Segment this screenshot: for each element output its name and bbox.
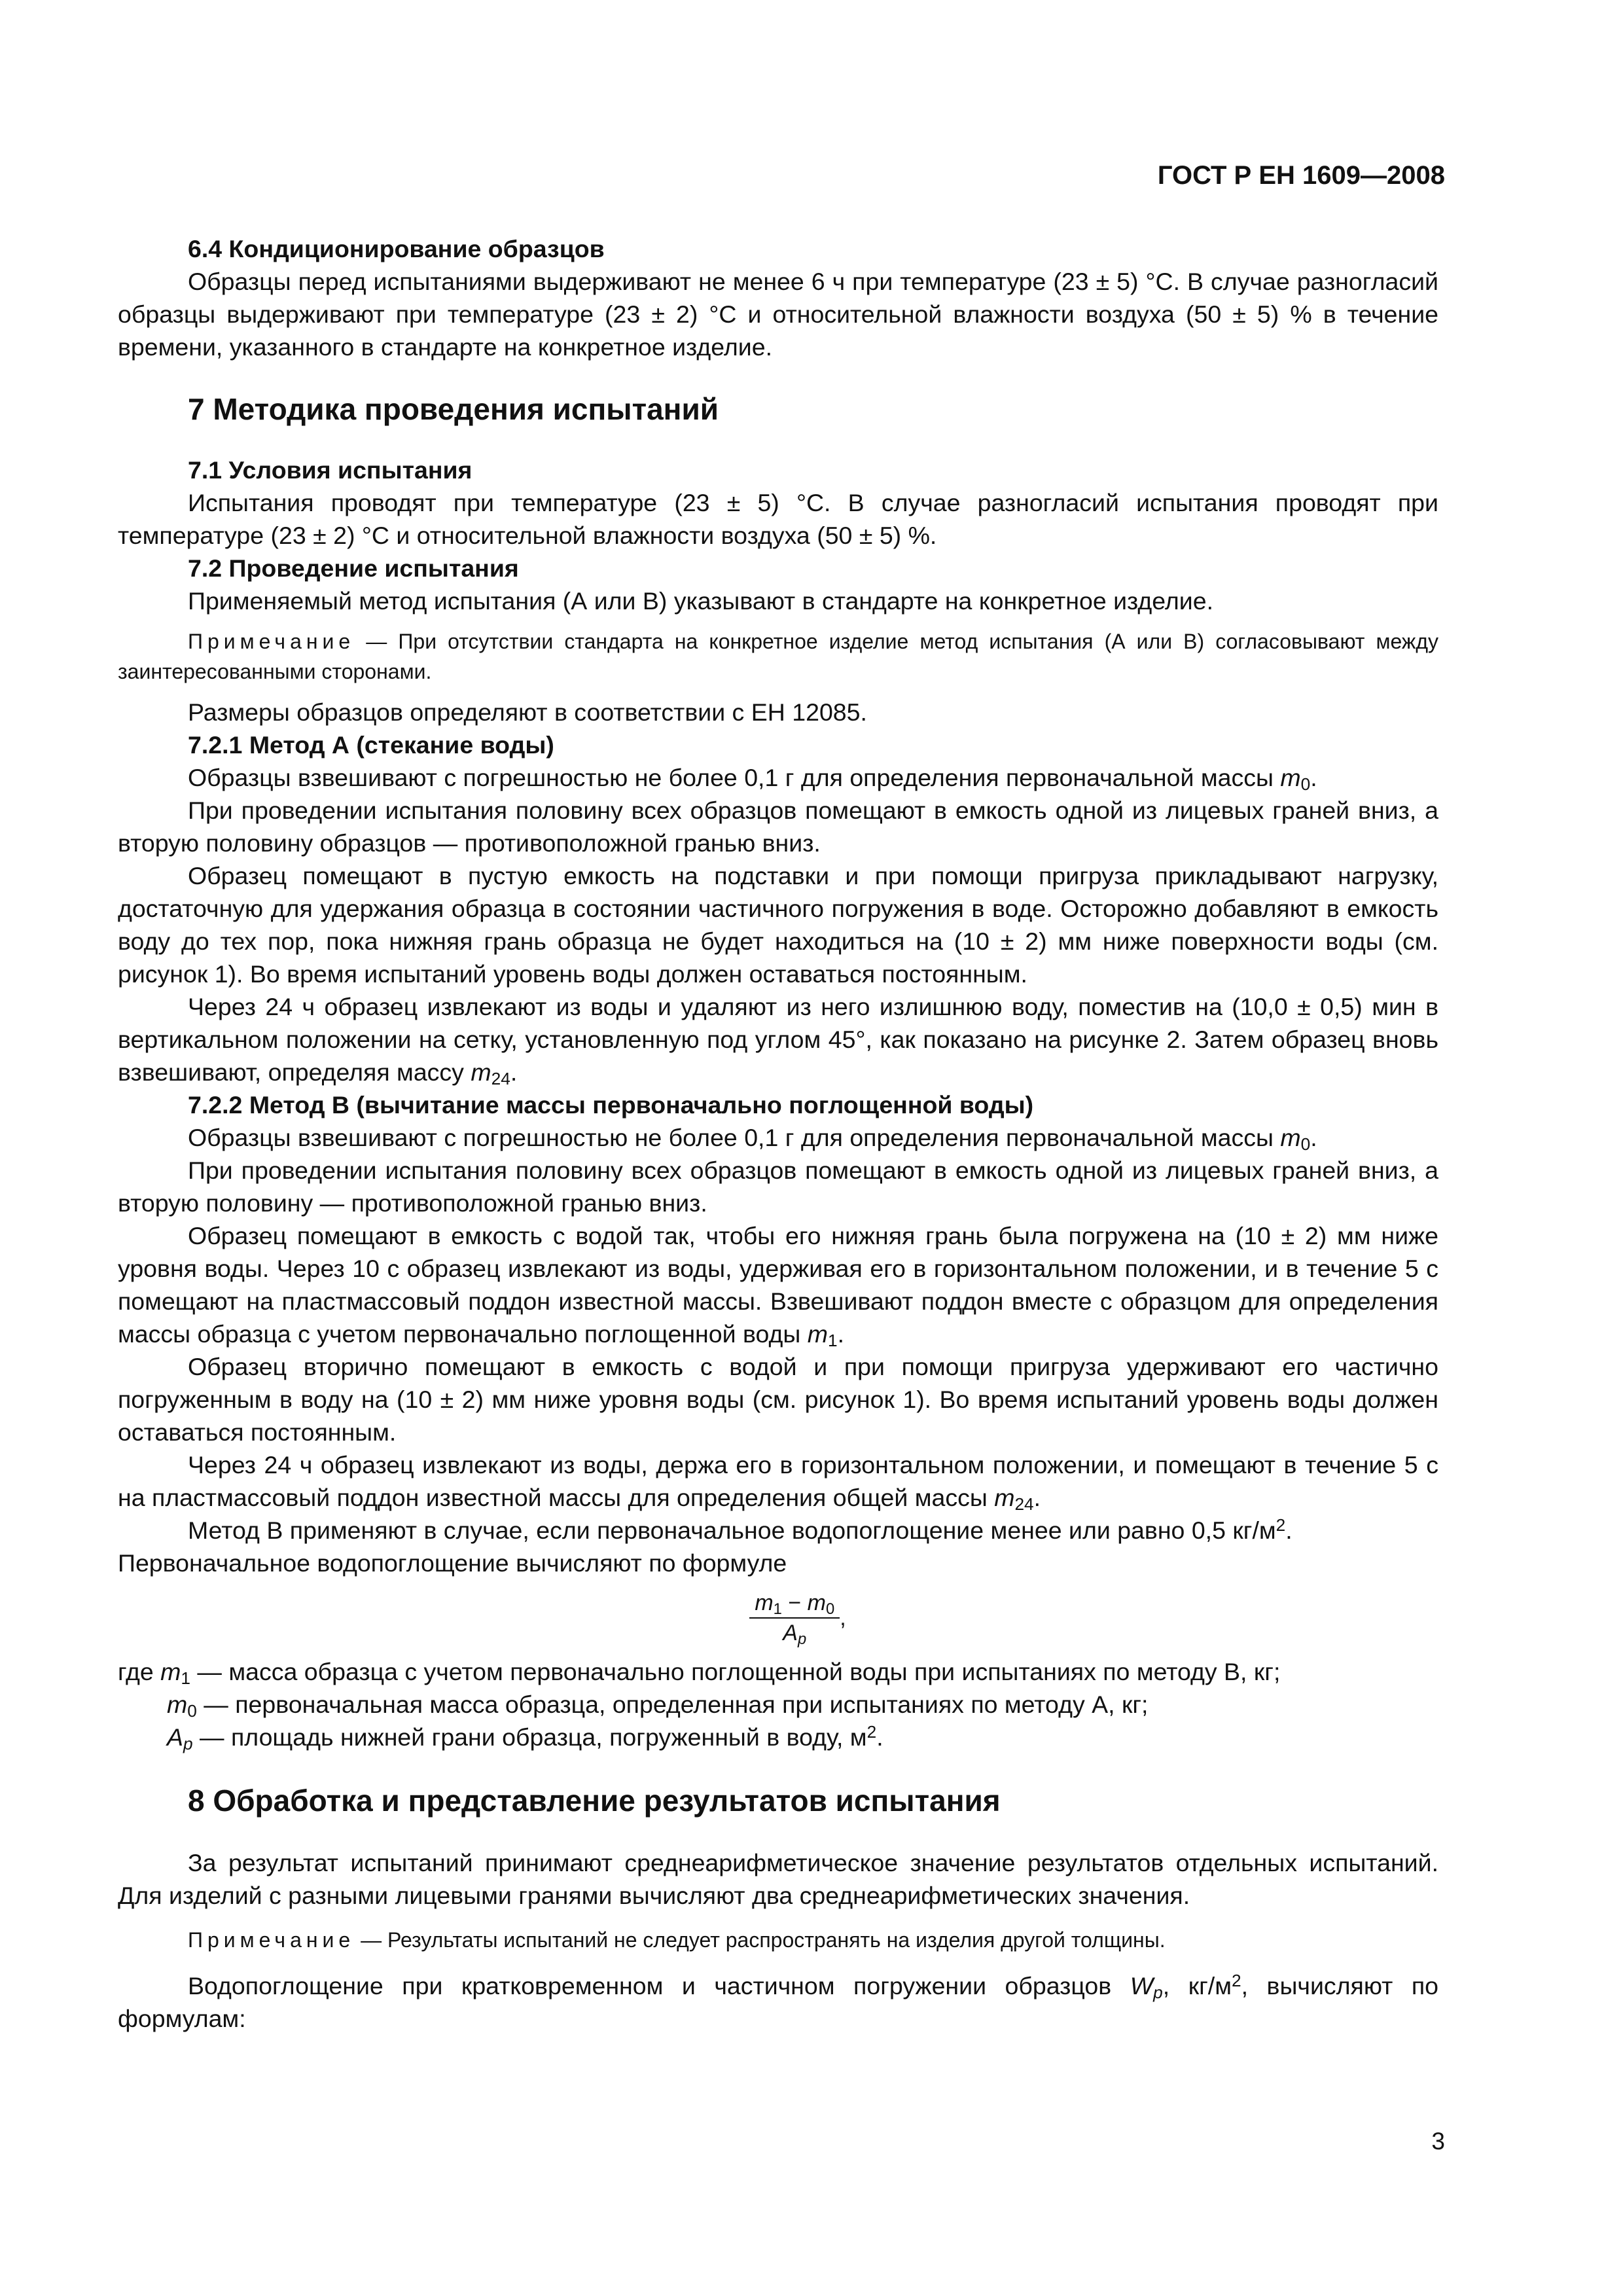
section-6-4-paragraph: Образцы перед испытаниями выдерживают не менее 6 ч при температуре (23 ± 5) °С. В случае разногласий образцы выдерживают при температуре (23 ± 2) °С и относительной влажности воздуха (50 ± 5) % в течение времени, указанного в стандарте на конкретное изделие. [118, 268, 1438, 361]
note-label: Примечание [188, 630, 355, 653]
section-7-1-title: 7.1 Условия испытания [188, 456, 473, 484]
method-b-paragraph-4: Образец вторично помещают в емкость с водой и при помощи пригруза удерживают его частично погруженным в воду на (10 ± 2) мм ниже уровня воды (см. рисунок 1). Во время испытаний уровень воды должен оставаться постоянным. [118, 1353, 1438, 1446]
chapter-8-title: 8 Обработка и представление результатов испытания [188, 1784, 1001, 1818]
section-7-2-2-title: 7.2.2 Метод В (вычитание массы первоначально поглощенной воды) [188, 1091, 1034, 1119]
definition-m1: где $m_1$ — масса образца с учетом первоначально поглощенной воды при испытаниях по методу В, кг; [118, 1658, 1281, 1688]
chapter-7-title: 7 Методика проведения испытаний [188, 392, 719, 426]
section-7-2-title: 7.2 Проведение испытания [188, 554, 519, 582]
method-b-paragraph-3: Образец помещают в емкость с водой так, чтобы его нижняя грань была погружена на (10 ± 2) мм ниже уровня воды. Через 10 с образец извлекают из воды, удерживая его в горизонтальном положении, и в течение 5 с помещают на пластмассовый поддон известной массы. Взвешивают поддон вместе с образцом для определения массы образца с учетом первоначально поглощенной воды $m_1$. [118, 1222, 1438, 1350]
note-1-text: — При отсутствии стандарта на конкретное изделие метод испытания (А или В) согласовывают между заинтересованными сторонами. [118, 630, 1438, 683]
method-a-paragraph-1: Образцы взвешивают с погрешностью не более 0,1 г для определения первоначальной массы $m_0$. [188, 764, 1317, 794]
method-b-paragraph-5: Через 24 ч образец извлекают из воды, держа его в горизонтальном положении, и помещают в течение 5 с на пластмассовый поддон известной массы для определения общей массы $m_{24}$. [118, 1451, 1438, 1514]
note-1 [118, 626, 1438, 687]
method-b-paragraph-6: Метод В применяют в случае, если первоначальное водопоглощение менее или равно 0,5 $кг/м^2$. [188, 1515, 1293, 1544]
definition-m0: $m_0$ — первоначальная масса образца, определенная при испытаниях по методу А, кг; [167, 1691, 1149, 1721]
method-a-paragraph-3: Образец помещают в пустую емкость на подставки и при помощи пригруза прикладывают нагрузку, достаточную для удержания образца в состоянии частичного погружения в воде. Осторожно добавляют в емкость воду до тех пор, пока нижняя грань образца не будет находиться на (10 ± 2) мм ниже поверхности воды (см. рисунок 1). Во время испытаний уровень воды должен оставаться постоянным. [118, 862, 1438, 988]
page-content [118, 232, 1438, 2035]
page-number: 3 [1431, 2128, 1445, 2155]
method-b-paragraph-7: Первоначальное водопоглощение вычисляют по формуле [118, 1549, 787, 1577]
method-a-paragraph-2: При проведении испытания половину всех образцов помещают в емкость одной из лицевых граней вниз, а вторую половину образцов — противоположной гранью вниз. [118, 797, 1438, 857]
formula-initial-absorption [157, 1588, 1438, 1647]
method-b-paragraph-1: Образцы взвешивают с погрешностью не более 0,1 г для определения первоначальной массы $m_0$. [188, 1124, 1317, 1154]
section-7-1-paragraph: Испытания проводят при температуре (23 ± 5) °С. В случае разногласий испытания проводят при температуре (23 ± 2) °С и относительной влажности воздуха (50 ± 5) %. [118, 489, 1438, 549]
method-b-paragraph-2: При проведении испытания половину всех образцов помещают в емкость одной из лицевых граней вниз, а вторую половину — противоположной гранью вниз. [118, 1157, 1438, 1217]
section-8-paragraph-2: Водопоглощение при кратковременном и частичном погружении образцов $W_p$, $кг/м^2$, вычисляют по формулам: [118, 1971, 1439, 2032]
fraction-numerator: $m_1 - m_0$ [749, 1588, 840, 1619]
sizes-paragraph: Размеры образцов определяют в соответствии с ЕН 12085. [188, 698, 867, 726]
formula-comma: , [840, 1605, 846, 1630]
fraction [749, 1588, 840, 1647]
section-8-paragraph-1: За результат испытаний принимают среднеарифметическое значение результатов отдельных испытаний. Для изделий с разными лицевыми гранями вычисляют два среднеарифметических значения. [118, 1849, 1438, 1909]
fraction-denominator: $A_p$ [783, 1621, 807, 1648]
note-label: Примечание [188, 1928, 355, 1952]
section-7-2-paragraph: Применяемый метод испытания (А или В) указывают в стандарте на конкретное изделие. [188, 587, 1214, 615]
note-2-text: — Результаты испытаний не следует распространять на изделия другой толщины. [355, 1928, 1166, 1952]
section-6-4-title: 6.4 Кондиционирование образцов [188, 235, 605, 262]
method-a-paragraph-4: Через 24 ч образец извлекают из воды и удаляют из него излишнюю воду, поместив на (10,0 ± 0,5) мин в вертикальном положении на сетку, установленную под углом 45°, как показано на рисунке 2. Затем образец вновь взвешивают, определяя массу $m_{24}$. [118, 993, 1438, 1088]
section-7-2-1-title: 7.2.1 Метод А (стекание воды) [188, 731, 554, 759]
definition-ap: $A_p$ — площадь нижней грани образца, погруженный в воду, $м^2$. [167, 1722, 883, 1753]
document-id-header: ГОСТ Р ЕН 1609—2008 [1157, 161, 1445, 190]
note-2 [118, 1925, 1438, 1955]
